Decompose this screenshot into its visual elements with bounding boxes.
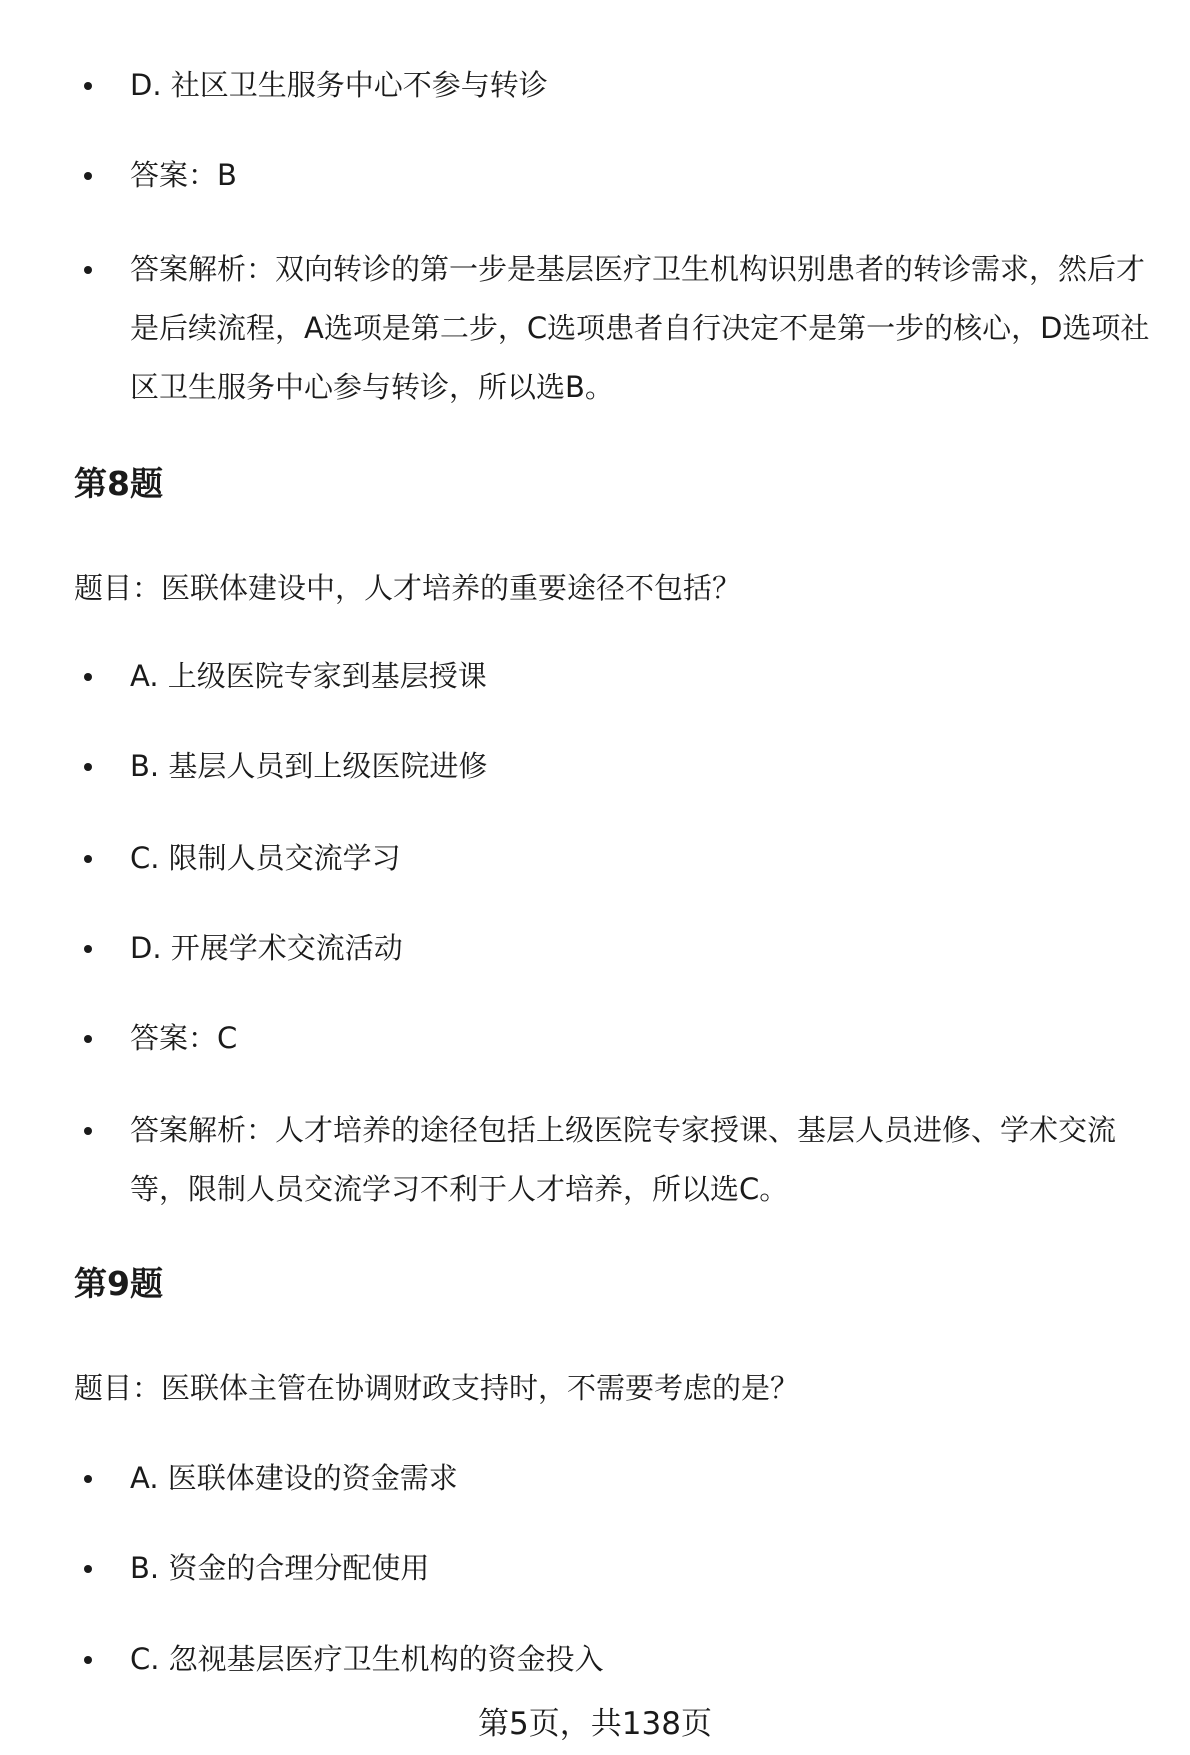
list-item — [104, 1539, 1164, 1598]
q8-question: 题目：医联体建设中，人才培养的重要途径不包括？ — [74, 571, 742, 605]
q8-answer: 答案：C — [130, 1021, 238, 1055]
q9-question: 题目：医联体主管在协调财政支持时，不需要考虑的是？ — [74, 1371, 800, 1405]
q8-option-c: C. 限制人员交流学习 — [130, 841, 401, 875]
list-item — [104, 240, 1164, 417]
list-item — [104, 919, 1164, 978]
q8-option-a: A. 上级医院专家到基层授课 — [130, 659, 487, 693]
q8-option-b: B. 基层人员到上级医院进修 — [130, 749, 488, 783]
q8-explanation: 答案解析：人才培养的途径包括上级医院专家授课、基层人员进修、学术交流等，限制人员交流学习不利于人才培养，所以选C。 — [130, 1113, 1117, 1206]
q9-option-b: B. 资金的合理分配使用 — [130, 1551, 430, 1585]
q8-option-d: D. 开展学术交流活动 — [130, 931, 403, 965]
q7-answer: 答案：B — [130, 158, 237, 192]
q9-option-c: C. 忽视基层医疗卫生机构的资金投入 — [130, 1642, 604, 1676]
q7-option-d: D. 社区卫生服务中心不参与转诊 — [130, 68, 548, 102]
list-item — [104, 146, 1164, 205]
list-item — [104, 647, 1164, 706]
q9-option-a: A. 医联体建设的资金需求 — [130, 1461, 458, 1495]
page-number: 第5页，共138页 — [478, 1706, 712, 1742]
q7-explanation: 答案解析：双向转诊的第一步是基层医疗卫生机构识别患者的转诊需求，然后才是后续流程，A选项是第二步，C选项患者自行决定不是第一步的核心，D选项社区卫生服务中心参与转诊，所以选B。 — [130, 252, 1150, 404]
list-item — [104, 1101, 1164, 1219]
q9-heading: 第9题 — [74, 1264, 163, 1303]
list-item — [104, 56, 1164, 115]
q8-heading: 第8题 — [74, 464, 163, 503]
list-item — [104, 737, 1164, 796]
list-item — [104, 1630, 1164, 1689]
list-item — [104, 1009, 1164, 1068]
list-item — [104, 1449, 1164, 1508]
list-item — [104, 829, 1164, 888]
